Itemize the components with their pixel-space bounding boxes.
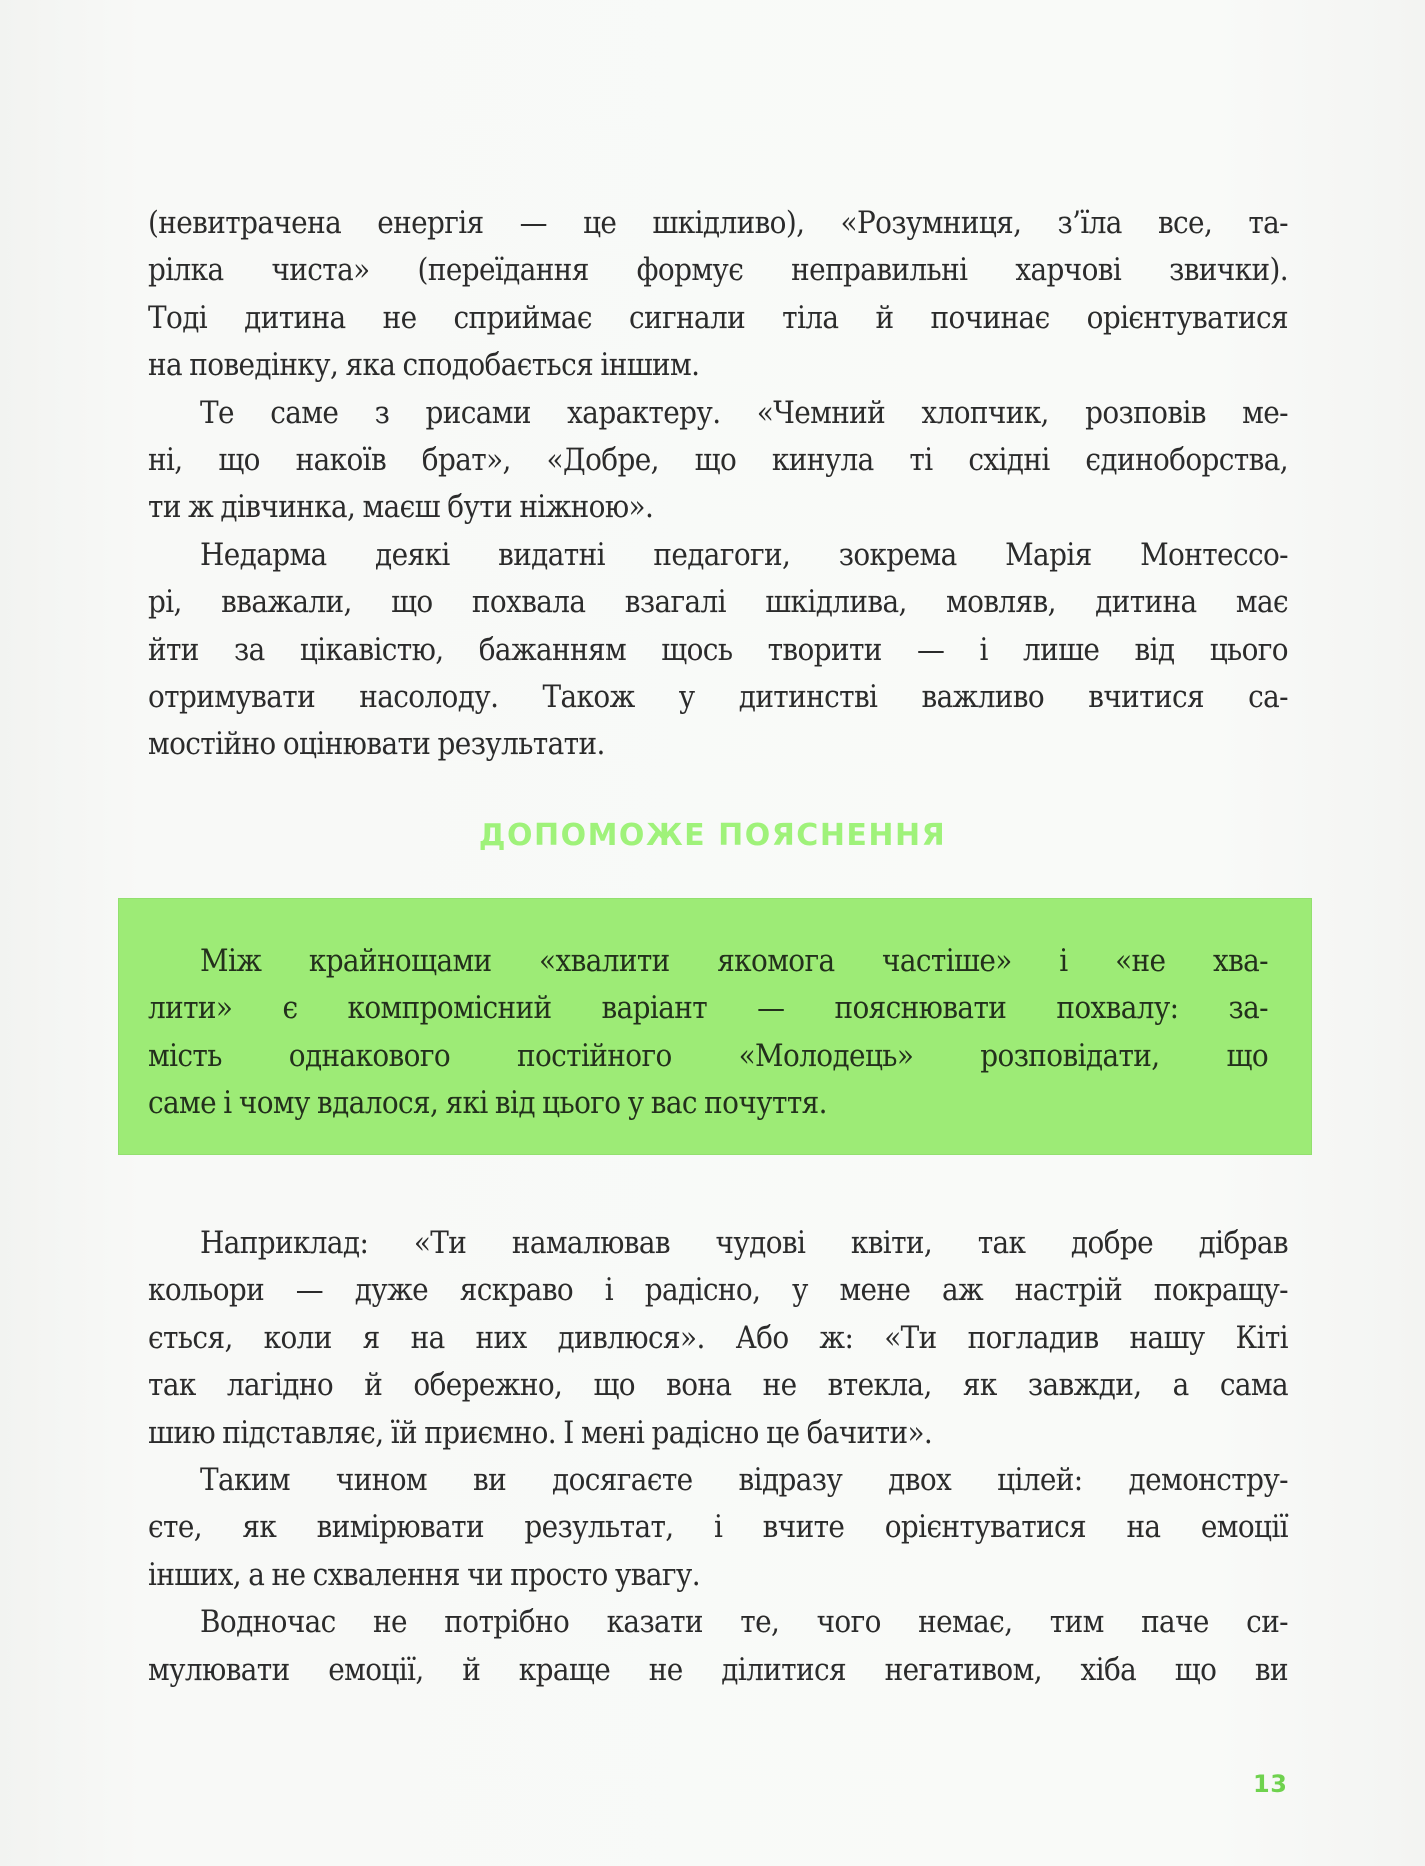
text-line: мостійно оцінювати результати. (148, 726, 605, 763)
text-line: ється, коли я на них дивлюся». Або ж: «Ти погладив нашу Кіті (148, 1319, 1288, 1356)
text-line: Те саме з рисами характеру. «Чемний хлопчик, розповів ме- (200, 394, 1288, 431)
text-line: мулювати емоції, й краще не ділитися негативом, хіба що ви (148, 1651, 1288, 1688)
text-line: йти за цікавістю, бажанням щось творити — і лише від цього (148, 631, 1288, 668)
text-line: саме і чому вдалося, які від цього у вас почуття. (148, 1085, 827, 1122)
text-line: кольори — дуже яскраво і радісно, у мене аж настрій покращу- (148, 1272, 1288, 1309)
text-line: Тоді дитина не сприймає сигнали тіла й починає орієнтуватися (148, 299, 1288, 336)
text-line: Водночас не потрібно казати те, чого немає, тим паче си- (200, 1604, 1288, 1641)
text-line: Наприклад: «Ти намалював чудові квіти, так добре дібрав (200, 1225, 1288, 1261)
paragraph (148, 390, 1288, 532)
text-line: отримувати насолоду. Також у дитинстві важливо вчитися са- (148, 679, 1288, 716)
text-line: єте, як вимірювати результат, і вчите орієнтуватися на емоції (148, 1509, 1288, 1546)
paragraph (148, 938, 1268, 1128)
text-line: на поведінку, яка сподобається іншим. (148, 347, 700, 384)
text-line: рілка чиста» (переїдання формує неправильні харчові звички). (148, 252, 1288, 289)
text-line: ти ж дівчинка, маєш бути ніжною». (148, 489, 654, 526)
text-line: мість однакового постійного «Молодець» розповідати, що (148, 1037, 1268, 1074)
text-line: Недарма деякі видатні педагоги, зокрема Марія Монтессо- (200, 536, 1288, 573)
top-text-block (148, 200, 1288, 769)
tip-text-block (148, 938, 1268, 1128)
paragraph (148, 1457, 1288, 1599)
text-line: лити» є компромісний варіант — пояснювати похвалу: за- (148, 990, 1268, 1027)
paragraph (148, 1599, 1288, 1694)
text-line: так лагідно й обережно, що вона не втекла, як завжди, а сама (148, 1367, 1288, 1404)
text-line: рі, вважали, що похвала взагалі шкідлива, мовляв, дитина має (148, 584, 1288, 621)
page-number: 13 (1253, 1770, 1288, 1798)
text-line: ні, що накоїв брат», «Добре, що кинула ті східні єдиноборства, (148, 442, 1288, 479)
tip-callout-box (118, 898, 1312, 1155)
text-line: інших, а не схвалення чи просто увагу. (148, 1556, 700, 1593)
paragraph (148, 200, 1288, 390)
paragraph (148, 1220, 1288, 1457)
bottom-text-block (148, 1220, 1288, 1694)
text-line: (невитрачена енергія — це шкідливо), «Розумниця, з’їла все, та- (148, 205, 1288, 241)
text-line: шию підставляє, їй приємно. І мені радісно це бачити». (148, 1414, 933, 1451)
section-heading: ДОПОМОЖЕ ПОЯСНЕННЯ (478, 818, 947, 853)
text-line: Таким чином ви досягаєте відразу двох цілей: демонстру- (200, 1462, 1288, 1499)
text-line: Між крайнощами «хвалити якомога частіше» і «не хва- (200, 943, 1268, 979)
paragraph (148, 532, 1288, 769)
